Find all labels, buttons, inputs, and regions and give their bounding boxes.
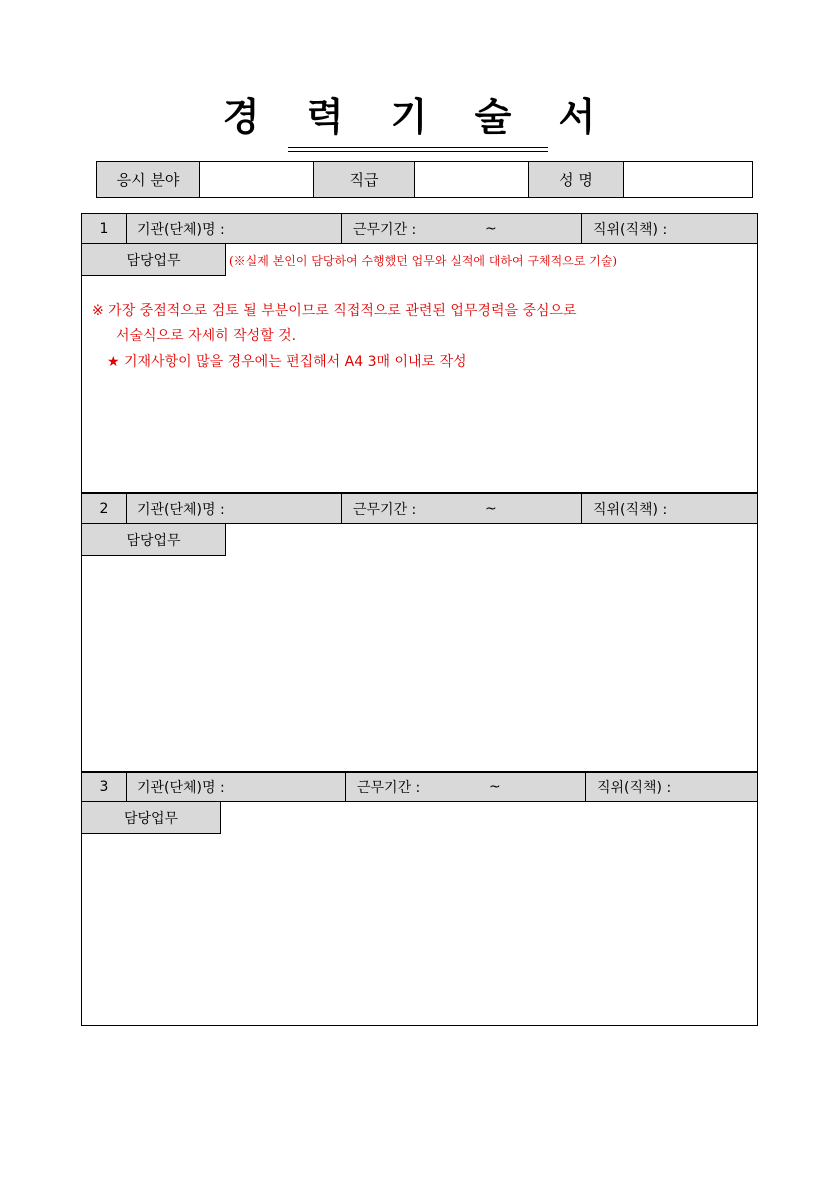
position-label[interactable]: 직위(직책) : [597, 780, 672, 796]
task-content-area[interactable] [82, 834, 757, 1025]
field-input[interactable] [200, 162, 314, 197]
period-tilde: ~ [489, 779, 501, 795]
career-section-3 [82, 773, 757, 1025]
work-period-field[interactable] [346, 773, 586, 801]
rank-input[interactable] [415, 162, 529, 197]
name-input[interactable] [624, 162, 752, 197]
career-section-1 [82, 214, 757, 493]
career-table [81, 213, 758, 1026]
name-label: 성 명 [529, 162, 624, 197]
task-label: 담당업무 [82, 802, 221, 834]
task-label: 담당업무 [82, 524, 226, 556]
task-label: 담당업무 [82, 244, 226, 276]
org-name-label[interactable]: 기관(단체)명 : [127, 214, 342, 243]
document-title: 경 력 기 술 서 [222, 94, 613, 139]
section-number: 3 [82, 773, 127, 801]
title-underline [288, 147, 548, 152]
field-label: 응시 분야 [97, 162, 200, 197]
section-header [82, 773, 757, 802]
applicant-info-table [96, 161, 753, 198]
rank-label: 직급 [314, 162, 415, 197]
section-header [82, 494, 757, 524]
career-section-2 [82, 494, 757, 772]
section-header [82, 214, 757, 244]
task-content-area[interactable] [82, 556, 757, 772]
work-period-label: 근무기간 : [353, 501, 417, 518]
guideline-note-1: ※ 가장 중점적으로 검토 될 부분이므로 직접적으로 관련된 업무경력을 중심으로 [92, 303, 577, 319]
work-period-label: 근무기간 : [357, 780, 421, 796]
work-period-label: 근무기간 : [353, 221, 417, 238]
work-period-field[interactable] [342, 214, 582, 243]
period-tilde: ~ [485, 500, 497, 517]
guideline-note-2: 서술식으로 자세히 작성할 것. [116, 328, 297, 344]
section-number: 2 [82, 494, 127, 523]
section-number: 1 [82, 214, 127, 243]
task-hint-note: (※실제 본인이 담당하여 수행했던 업무와 실적에 대하여 구체적으로 기술) [229, 254, 618, 268]
org-name-label[interactable]: 기관(단체)명 : [127, 773, 346, 801]
position-label[interactable]: 직위(직책) : [593, 501, 668, 518]
work-period-field[interactable] [342, 494, 582, 523]
period-tilde: ~ [485, 220, 497, 237]
org-name-label[interactable]: 기관(단체)명 : [127, 494, 342, 523]
guideline-note-3: ★ 기재사항이 많을 경우에는 편집해서 A4 3매 이내로 작성 [107, 354, 467, 370]
position-label[interactable]: 직위(직책) : [593, 221, 668, 238]
